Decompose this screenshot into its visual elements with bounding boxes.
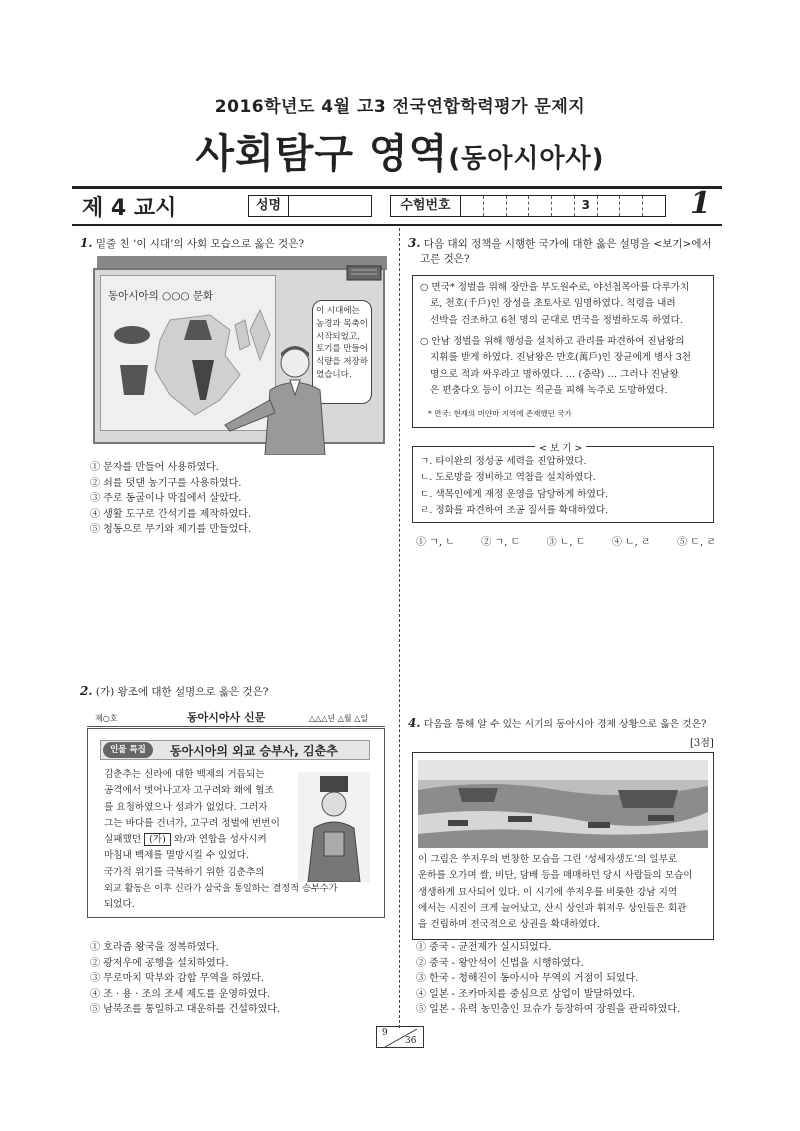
source-line: ○ 안남 정벌을 위해 행성을 설치하고 관리를 파견하여 진남왕의: [420, 336, 685, 347]
q4-choices: [416, 940, 680, 1018]
source-line: 명으로 적과 싸우라고 명하였다. … (중략) … 그러나 진남왕: [430, 368, 679, 380]
q4-choice-3[interactable]: ③ 한국 - 청해진이 동아시아 무역의 거점이 되었다.: [416, 973, 639, 984]
q3-choice-2[interactable]: ② ㄱ, ㄷ: [481, 537, 521, 548]
page-counter: [376, 1026, 424, 1048]
q2-choice-3[interactable]: ③ 무로마치 막부와 감합 무역을 하였다.: [90, 973, 264, 984]
q4-choice-1[interactable]: ① 중국 - 균전제가 실시되었다.: [416, 942, 552, 953]
body-line: 마침내 백제를 멸망시킬 수 있었다.: [104, 850, 249, 862]
projector-icon: [345, 262, 385, 284]
q3-stem-line: 고른 것은?: [420, 253, 470, 265]
exam-title: [0, 122, 800, 179]
id-digit: [507, 196, 530, 216]
caption-line: 에서는 시진이 크게 늘어났고, 산시 상인과 휘저우 상인들은 회관: [418, 902, 687, 914]
q3-choices: [416, 533, 716, 548]
q1-choice-1[interactable]: ① 문자를 만들어 사용하였다.: [90, 462, 219, 473]
page-number: 1: [690, 186, 711, 221]
q4-choice-4[interactable]: ④ 일본 - 조카마치를 중심으로 상업이 발달하였다.: [416, 988, 636, 1000]
q1-stem: [80, 236, 304, 252]
q4-caption: [418, 852, 716, 933]
period-label: 제 4 교시: [82, 196, 177, 221]
id-digit: [461, 196, 484, 216]
feature-title: 동아시아의 외교 승부사, 김춘추: [170, 744, 338, 758]
id-digit: [552, 196, 575, 216]
header-rule-2: [72, 224, 722, 226]
q2-stem: [80, 684, 268, 700]
total-pages: 36: [405, 1036, 417, 1046]
q3-footnote: * 면국: 현재의 미얀마 지역에 존재했던 국가: [428, 409, 572, 418]
q1-choice-5[interactable]: ⑤ 청동으로 무기와 제기를 만들었다.: [90, 524, 252, 535]
q2-choice-1[interactable]: ① 호라즘 왕국을 정복하였다.: [90, 942, 219, 953]
kim-chunchu-portrait: [298, 772, 370, 882]
paper-name: 동아시아사 신문: [187, 711, 266, 724]
paper-issue-no: 제○호: [95, 714, 118, 723]
bogi-item: ㄹ. 정화를 파견하여 조공 질서를 확대하였다.: [420, 504, 609, 516]
body-line: 그는 바다를 건너가, 고구려 정벌에 번번이: [104, 817, 280, 829]
bubble-line: 토기를 만들어: [316, 344, 368, 355]
body-line-part: 와/과 연합을 성사시켜: [173, 834, 267, 846]
q2-stem-text: (가) 왕조에 대한 설명으로 옳은 것은?: [95, 686, 269, 698]
source-line: 로, 천호(千戶)인 장성을 초토사로 임명하였다. 칙령을 내려: [430, 298, 676, 310]
bubble-line: 시작되었고,: [316, 331, 360, 342]
id-digit: [598, 196, 621, 216]
q3-source-2: [420, 334, 716, 399]
q3-stem: [408, 236, 720, 267]
q4-stem-text: 다음을 통해 알 수 있는 시기의 동아시아 경제 상황으로 옳은 것은?: [423, 719, 707, 730]
paper-date: △△△년 △월 △일: [309, 714, 369, 723]
q4-choice-5[interactable]: ⑤ 일본 - 유력 농민층인 묘슈가 등장하여 장원을 관리하였다.: [416, 1004, 681, 1015]
q4-choice-2[interactable]: ② 중국 - 왕안석이 신법을 시행하였다.: [416, 957, 584, 969]
q4-points: [3점]: [690, 738, 714, 749]
q3-stem-text: 다음 대외 정책을 시행한 국가에 대한 옳은 설명을 <보기>에서: [423, 238, 712, 250]
q1-number: 1.: [80, 236, 93, 250]
bogi-item: ㄱ. 타이완의 정성공 세력을 진압하였다.: [420, 456, 587, 467]
id-digit: [529, 196, 552, 216]
q3-bogi-label: < 보 기 >: [535, 440, 586, 454]
bogi-item: ㄷ. 색목인에게 재정 운영을 담당하게 하였다.: [420, 488, 609, 500]
q1-choice-2[interactable]: ② 쇠를 덧댄 농기구를 사용하였다.: [90, 477, 242, 489]
q4-number: 4.: [408, 716, 421, 730]
q3-source-1: [420, 280, 716, 329]
q1-stem-text: 밑줄 친 ‘이 시대’의 사회 모습으로 옳은 것은?: [95, 238, 304, 250]
title-main: 사회탐구 영역: [195, 131, 449, 177]
suzhou-painting-illustration: [418, 760, 708, 848]
id-digit: [643, 196, 665, 216]
q1-choices: [90, 460, 251, 538]
exam-subtitle: 2016학년도 4월 고3 전국연합학력평가 문제지: [214, 97, 586, 117]
id-digit: [484, 196, 507, 216]
q3-choice-1[interactable]: ① ㄱ, ㄴ: [416, 537, 455, 548]
name-entry: [289, 196, 371, 216]
bubble-line: 였습니다.: [316, 369, 352, 380]
source-line: 선박을 건조하고 6천 명의 군대로 면국을 정벌하도록 하였다.: [430, 314, 683, 326]
q3-number: 3.: [408, 236, 421, 250]
q2-number: 2.: [80, 684, 93, 698]
teacher-figure-illustration: [210, 335, 330, 455]
board-title: 동아시아의 ○○○ 문화: [108, 290, 214, 302]
body-line: 되었다.: [104, 899, 135, 911]
q3-choice-3[interactable]: ③ ㄴ, ㄷ: [546, 537, 586, 548]
body-line: 외교 활동은 이후 신라가 삼국을 통일하는 결정적 승부수가: [104, 883, 338, 895]
q1-choice-4[interactable]: ④ 생활 도구로 간석기를 제작하였다.: [90, 508, 252, 520]
body-line-part: 실패했던: [104, 834, 142, 846]
body-line: 김춘추는 신라에 대한 백제의 거듭되는: [104, 769, 265, 780]
q2-choice-2[interactable]: ② 광저우에 공행을 설치하였다.: [90, 957, 229, 969]
id-digit: 3: [575, 196, 598, 216]
pottery-vessel-icon: [120, 365, 148, 395]
caption-line: 생생하게 묘사되어 있다. 이 시기에 쑤저우를 비롯한 강남 지역: [418, 886, 678, 898]
caption-line: 이 그림은 쑤저우의 번창한 모습을 그린 ‘성세자생도’의 일부로: [418, 854, 678, 865]
bogi-item: ㄴ. 도로망을 정비하고 역참을 설치하였다.: [420, 472, 596, 484]
q3-choice-4[interactable]: ④ ㄴ, ㄹ: [611, 537, 651, 548]
q3-stem-line: [408, 236, 720, 252]
q1-choice-3[interactable]: ③ 주로 동굴이나 막집에서 살았다.: [90, 493, 242, 504]
pottery-bowl-icon: [114, 326, 150, 344]
q2-choice-4[interactable]: ④ 조 · 용 · 조의 조세 제도를 운영하였다.: [90, 988, 271, 1000]
q3-bogi-list: [420, 454, 710, 519]
body-line: 공격에서 벗어나고자 고구려와 왜에 협조: [104, 785, 274, 797]
bubble-line: 농경과 목축이: [316, 318, 368, 329]
caption-line: 운하를 오가며 쌀, 비단, 담배 등을 매매하던 당시 사람들의 모습이: [418, 870, 693, 882]
body-line: 국가적 위기를 극복하기 위한 김춘추의: [104, 866, 265, 878]
caption-line: 을 건립하며 전국적으로 상권을 확대하였다.: [418, 919, 601, 931]
id-digit: [620, 196, 643, 216]
source-line: ○ 면국* 정벌을 위해 장만을 부도원수로, 야선첩목아를 다루가치: [420, 282, 690, 293]
source-line: 지휘를 받게 하였다. 진남왕은 만호(萬戶)인 장균에게 병사 3천: [430, 352, 692, 364]
q2-choice-5[interactable]: ⑤ 남북조를 통일하고 대운하를 건설하였다.: [90, 1004, 281, 1015]
header-rule: [72, 186, 722, 189]
newspaper-masthead: [87, 705, 385, 729]
title-sub: (동아시아사): [448, 144, 605, 174]
bubble-line: 식량을 저장하: [316, 357, 368, 368]
exam-id-field: [390, 195, 666, 217]
name-label: 성명: [249, 196, 289, 216]
name-field: [248, 195, 372, 217]
current-page: 9: [382, 1028, 388, 1038]
body-line: 를 요청하였으나 성과가 없었다. 그러자: [104, 801, 268, 813]
q3-choice-5[interactable]: ⑤ ㄷ, ㄹ: [677, 537, 716, 548]
source-line: 은 편충다오 등이 이끄는 적군을 피해 녹주로 도망하였다.: [430, 384, 668, 396]
blank-ga: (가): [144, 833, 171, 846]
bubble-line: 이 시대에는: [316, 306, 360, 316]
exam-id-label: 수험번호: [391, 196, 461, 216]
column-divider: [399, 228, 400, 1028]
q4-stem: [408, 716, 722, 732]
q2-choices: [90, 940, 280, 1018]
feature-tag: 인물 특집: [103, 742, 153, 758]
